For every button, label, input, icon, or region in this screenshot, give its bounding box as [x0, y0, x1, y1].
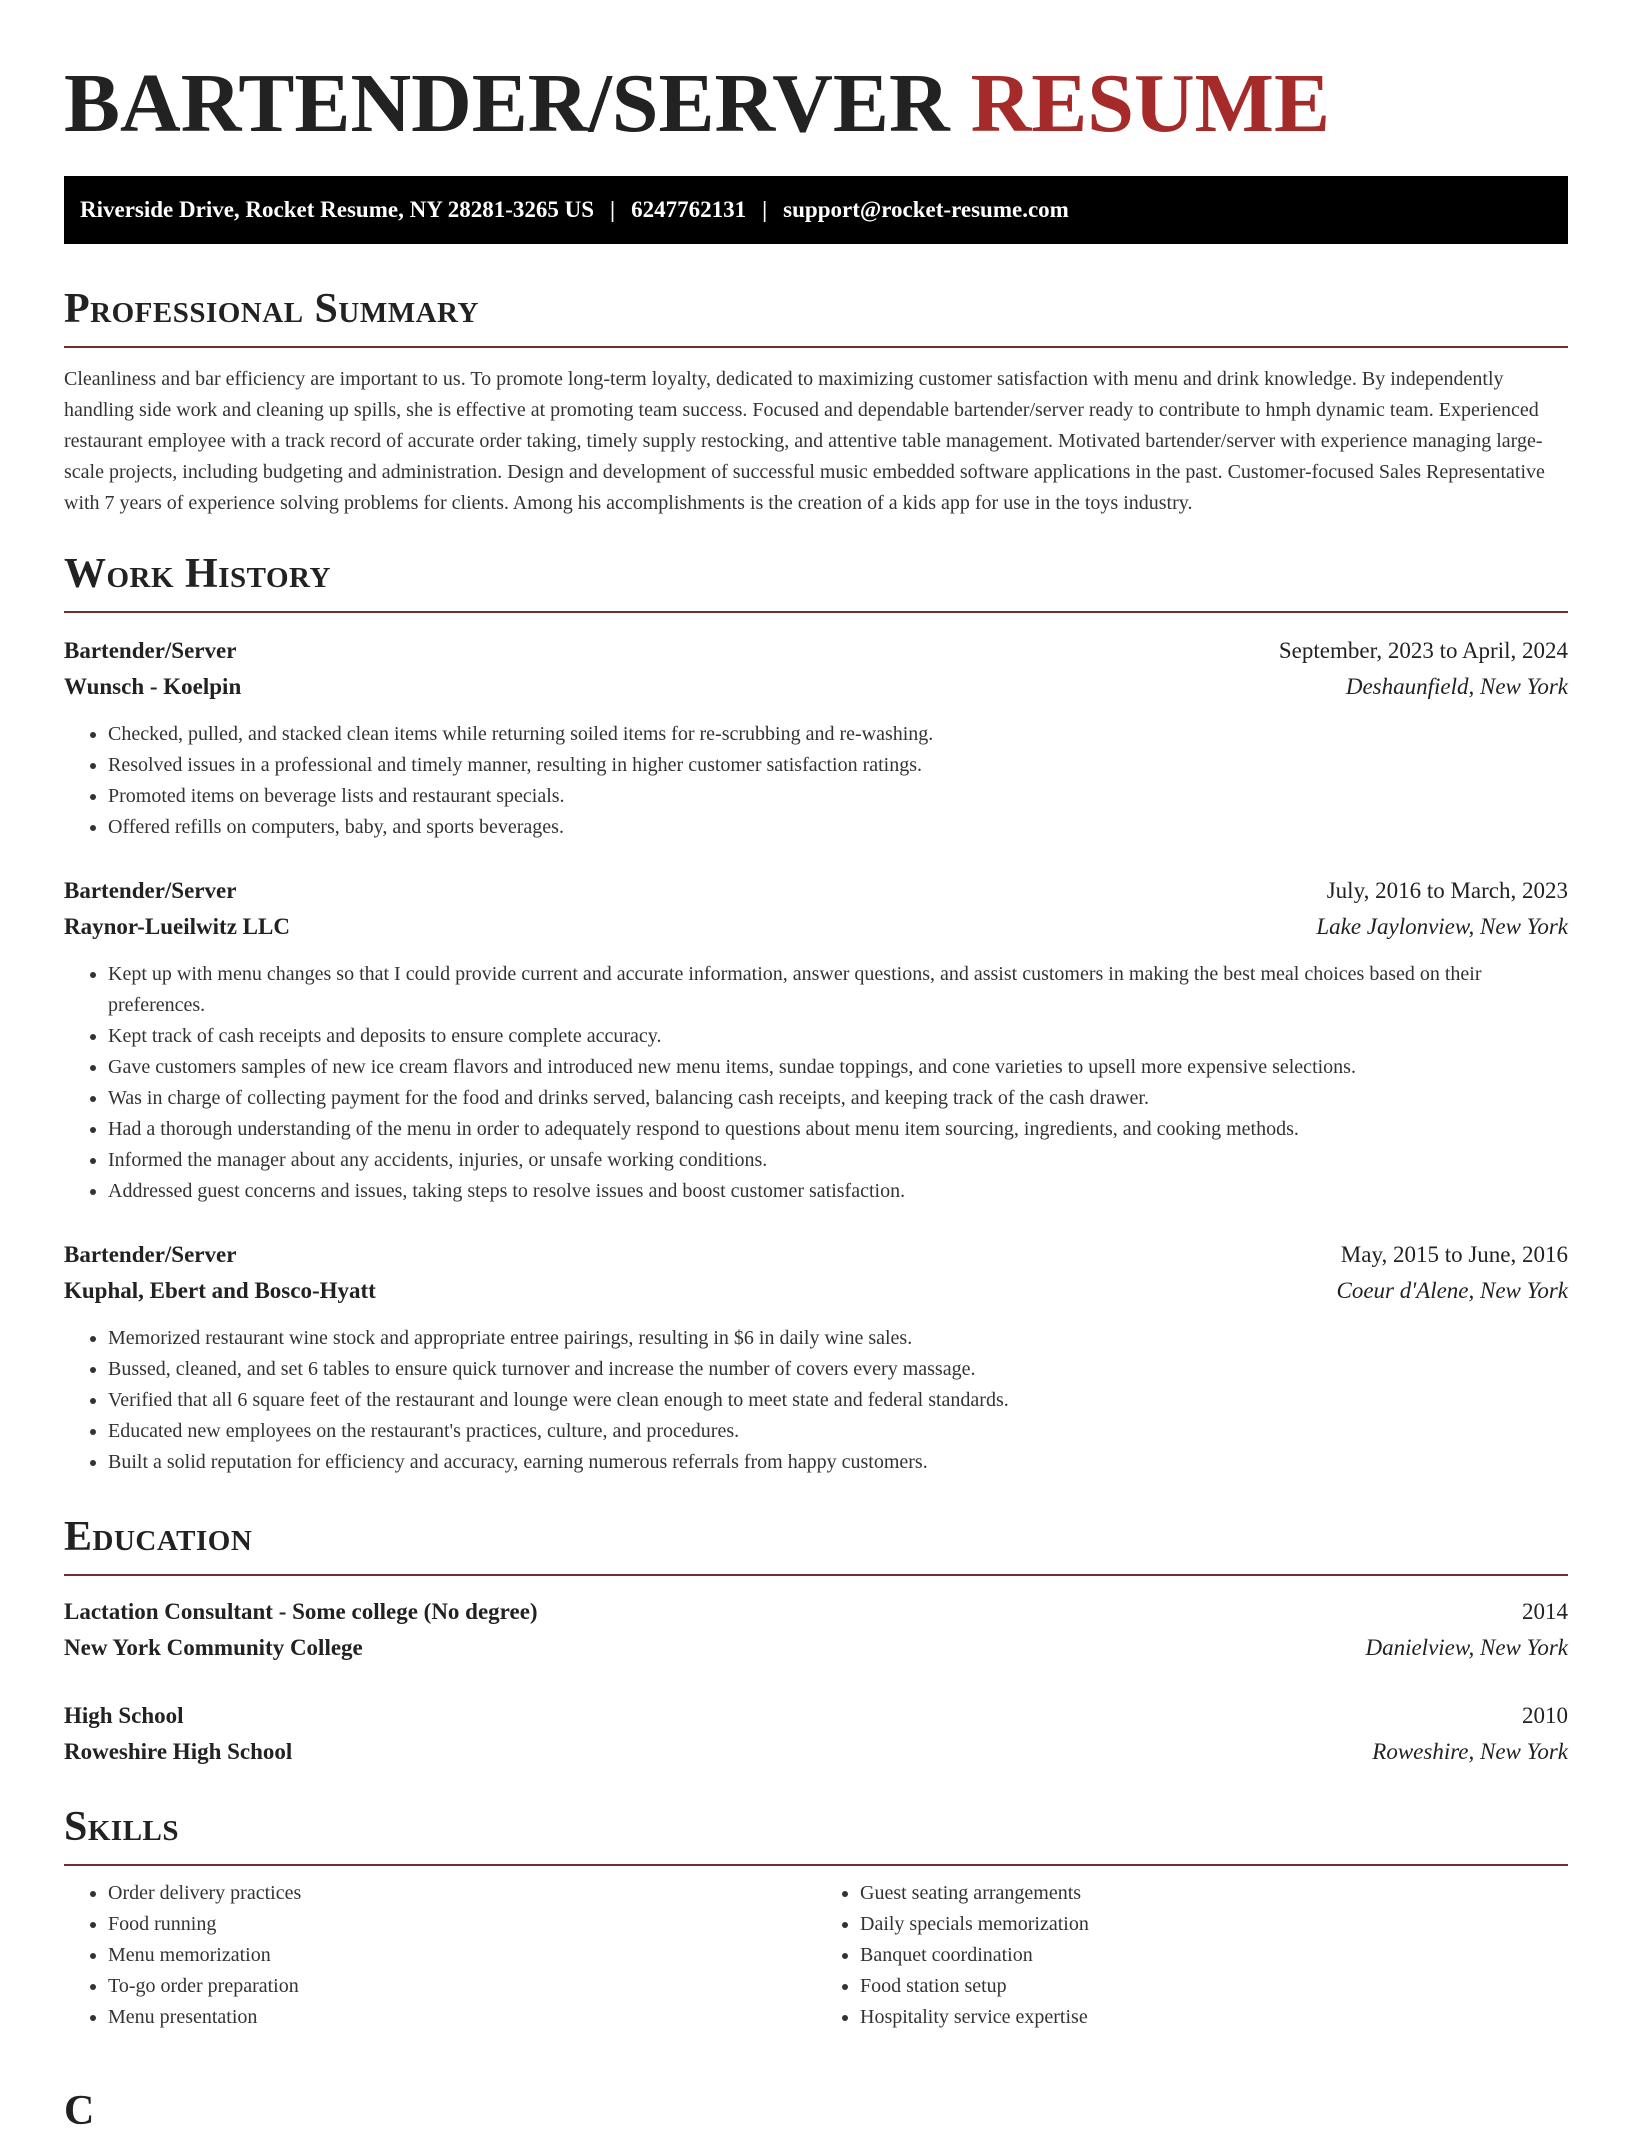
job-dates: September, 2023 to April, 2024	[1278, 638, 1568, 663]
job-bullet: • Addressed guest concerns and issues, taking steps to resolve issues and boost customer satisfaction.	[108, 1176, 1568, 1207]
contact-bar	[64, 176, 1568, 244]
job-company: Raynor-Lueilwitz LLC	[64, 914, 290, 939]
job-bullet: • Offered refills on computers, baby, and sports beverages.	[108, 812, 1568, 843]
education-heading: Education	[64, 1512, 1568, 1576]
skill-item: • Food station setup	[860, 1971, 1568, 2002]
job-title-row	[64, 873, 1568, 909]
resume-title-accent: RESUME	[970, 57, 1330, 150]
job-bullet: • Bussed, cleaned, and set 6 tables to ensure quick turnover and increase the number of covers every massage.	[108, 1354, 1568, 1385]
education-school: Roweshire High School	[64, 1739, 293, 1764]
education-degree: High School	[64, 1703, 184, 1728]
education-year: 2010	[1522, 1703, 1568, 1728]
job-bullet: • Informed the manager about any accidents, injuries, or unsafe working conditions.	[108, 1145, 1568, 1176]
job-bullet: • Kept track of cash receipts and deposits to ensure complete accuracy.	[108, 1021, 1568, 1052]
job-bullets	[64, 719, 1568, 843]
summary-heading: Professional Summary	[64, 284, 1568, 348]
job-title: Bartender/Server	[64, 1242, 237, 1267]
job-bullet: • Had a thorough understanding of the menu in order to adequately respond to questions about menu item sourcing, ingredients, and cooking methods.	[108, 1114, 1568, 1145]
job-dates: May, 2015 to June, 2016	[1340, 1242, 1568, 1267]
job-bullet: • Educated new employees on the restaurant's practices, culture, and procedures.	[108, 1416, 1568, 1447]
job-location: Coeur d'Alene, New York	[1336, 1278, 1568, 1303]
education-school: New York Community College	[64, 1635, 363, 1660]
work-history-heading: Work History	[64, 549, 1568, 613]
next-section-heading: C	[64, 2088, 95, 2134]
education-school-row	[64, 1630, 1568, 1666]
job-company: Kuphal, Ebert and Bosco-Hyatt	[64, 1278, 376, 1303]
job-bullet: • Gave customers samples of new ice cream flavors and introduced new menu items, sundae toppings, and cone varieties to upsell more expensive selections.	[108, 1052, 1568, 1083]
resume-title-main: BARTENDER/SERVER	[64, 57, 950, 150]
job-bullet: • Promoted items on beverage lists and restaurant specials.	[108, 781, 1568, 812]
skills-list-right	[816, 1878, 1568, 2033]
skill-item: • Order delivery practices	[108, 1878, 816, 1909]
job-location: Deshaunfield, New York	[1345, 674, 1568, 699]
job-dates: July, 2016 to March, 2023	[1326, 878, 1568, 903]
job-location: Lake Jaylonview, New York	[1316, 914, 1568, 939]
job-title: Bartender/Server	[64, 638, 237, 663]
education-degree-row	[64, 1698, 1568, 1734]
resume-page	[64, 0, 1568, 2033]
skill-item: • Menu presentation	[108, 2002, 816, 2033]
skill-item: • Food running	[108, 1909, 816, 1940]
contact-email: support@rocket-resume.com	[783, 197, 1069, 222]
job-title: Bartender/Server	[64, 878, 237, 903]
job-company-row	[64, 909, 1568, 945]
skills-heading: Skills	[64, 1802, 1568, 1866]
job-entry	[64, 633, 1568, 843]
summary-text: Cleanliness and bar efficiency are important to us. To promote long-term loyalty, dedicated to maximizing customer satisfaction with menu and drink knowledge. By independently handling side work and cleaning up spills, she is effective at promoting team success. Focused and dependable bartender/server ready to contribute to hmph dynamic team. Experienced restaurant employee with a track record of accurate order taking, timely supply restocking, and attentive table management. Motivated bartender/server with experience managing large-scale projects, including budgeting and administration. Design and development of successful music embedded software applications in the past. Customer-focused Sales Representative with 7 years of experience solving problems for clients. Among his accomplishments is the creation of a kids app for use in the toys industry.	[64, 368, 1545, 514]
education-school-row	[64, 1734, 1568, 1770]
education-location: Danielview, New York	[1365, 1635, 1568, 1660]
job-bullet: • Verified that all 6 square feet of the restaurant and lounge were clean enough to meet state and federal standards.	[108, 1385, 1568, 1416]
skill-item: • Hospitality service expertise	[860, 2002, 1568, 2033]
job-bullets	[64, 959, 1568, 1207]
job-bullet: • Was in charge of collecting payment for the food and drinks served, balancing cash receipts, and keeping track of the cash drawer.	[108, 1083, 1568, 1114]
education-entry	[64, 1698, 1568, 1770]
education-location: Roweshire, New York	[1372, 1739, 1568, 1764]
resume-title	[64, 0, 1568, 152]
education-degree: Lactation Consultant - Some college (No degree)	[64, 1599, 538, 1624]
skill-item: • To-go order preparation	[108, 1971, 816, 2002]
job-entry	[64, 1237, 1568, 1478]
job-bullet: • Checked, pulled, and stacked clean items while returning soiled items for re-scrubbing and re-washing.	[108, 719, 1568, 750]
skills-grid	[64, 1878, 1568, 2033]
job-bullets	[64, 1323, 1568, 1478]
job-bullet: • Resolved issues in a professional and timely manner, resulting in higher customer satisfaction ratings.	[108, 750, 1568, 781]
contact-separator: |	[610, 197, 616, 222]
job-entry	[64, 873, 1568, 1207]
job-bullet: • Built a solid reputation for efficiency and accuracy, earning numerous referrals from happy customers.	[108, 1447, 1568, 1478]
skill-item: • Daily specials memorization	[860, 1909, 1568, 1940]
job-title-row	[64, 1237, 1568, 1273]
education-degree-row	[64, 1594, 1568, 1630]
skill-item: • Guest seating arrangements	[860, 1878, 1568, 1909]
contact-phone: 6247762131	[631, 197, 747, 222]
job-company-row	[64, 669, 1568, 705]
education-year: 2014	[1522, 1599, 1568, 1624]
contact-address: Riverside Drive, Rocket Resume, NY 28281-3265 US	[80, 197, 595, 222]
contact-separator: |	[762, 197, 768, 222]
job-company-row	[64, 1273, 1568, 1309]
skill-item: • Menu memorization	[108, 1940, 816, 1971]
job-title-row	[64, 633, 1568, 669]
job-bullet: • Kept up with menu changes so that I could provide current and accurate information, answer questions, and assist customers in making the best meal choices based on their preferences.	[108, 959, 1568, 1021]
skills-list-left	[64, 1878, 816, 2033]
job-bullet: • Memorized restaurant wine stock and appropriate entree pairings, resulting in $6 in daily wine sales.	[108, 1323, 1568, 1354]
job-company: Wunsch - Koelpin	[64, 674, 242, 699]
education-entry	[64, 1594, 1568, 1666]
skill-item: • Banquet coordination	[860, 1940, 1568, 1971]
